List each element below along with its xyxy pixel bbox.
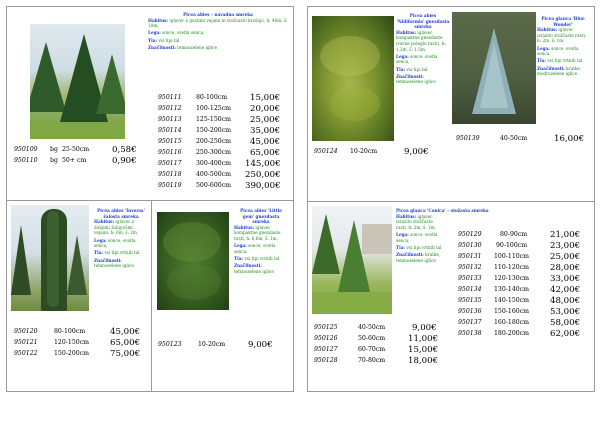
product-title: Picea abies 'Inversa' žalosta smreka: [97, 208, 145, 219]
conica-description: Picea glauca 'Conica' – stožasta smreka Habitus: iglavec izrazito stožčaste rasti, h: 2m, š: 1m, Lega: sonce, svetla senca, Tla: vsi tipi vrtnih tal Značilnosti: kratke, temnozelene iglice: [396, 208, 512, 265]
little-gem-photo: [157, 212, 229, 310]
product-title: Picea abies 'Nidiformis' gnezdasta smreka: [396, 13, 450, 30]
nidiformis-photo: [312, 16, 394, 141]
picea-abies-photo: [30, 24, 125, 139]
product-title: Picea glauca 'Blue Wonder': [541, 16, 585, 27]
left-page-divider: [6, 200, 294, 201]
blue-wonder-photo: [452, 12, 536, 124]
picea-abies-description: Picea abies – navadna smreka Habitus: iglavec z gostimi vejami in stožcasto krošnjo, h: 40m, š: 10m, Lega: sonce, svetla senca, Tla: vsi tipi tal Značilnosti: temnozelene iglice: [148, 12, 288, 50]
blue-wonder-description: Picea glauca 'Blue Wonder' Habitus: iglavec izrazito stožčaste rasti, h: 2m, š: 1m, Lega: sonce, svetla senca, Tla: vsi tipi vrtnih tal Značilnosti: kratke, modrozelene iglice: [537, 16, 589, 78]
right-page-divider: [307, 201, 595, 202]
nidiformis-description: Picea abies 'Nidiformis' gnezdasta smreka Habitus: iglavec kompaktne gnezdaste (ravne poleglo rasti), h: 1,2m, š: 1,5m, Lega: sonce, svetla senca, Tla: vsi tipi tal Značilnosti: temnozelene iglice: [396, 13, 450, 85]
little-gem-description: Picea abies 'Little gem' gnezdasta smreka Habitus: iglavec kompaktne gnezdaste rasti, h: 0,6m, š: 1m, Lega: sonce, svetla senca, Tla: vsi tipi vrtnih tal Značilnosti: temnozelene iglice: [234, 208, 288, 276]
product-title: Picea abies 'Little gem' gnezdasta smreka: [240, 208, 282, 225]
product-title: Picea glauca 'Conica' – stožasta smreka: [396, 208, 489, 213]
left-page-vertical-divider: [151, 200, 152, 392]
inversa-photo: [11, 205, 89, 311]
product-title: Picea abies – navadna smreka: [183, 12, 253, 17]
inversa-description: Picea abies 'Inversa' žalosta smreka Habitus: iglavec z dolgimi žalujočimi vejami, h: 6m, š: 2m, Lega: sonce, svetla senca, Tla: vsi tipi vrtnih tal Značilnosti: temnozelene iglice: [94, 208, 148, 270]
conica-photo: [312, 206, 392, 314]
